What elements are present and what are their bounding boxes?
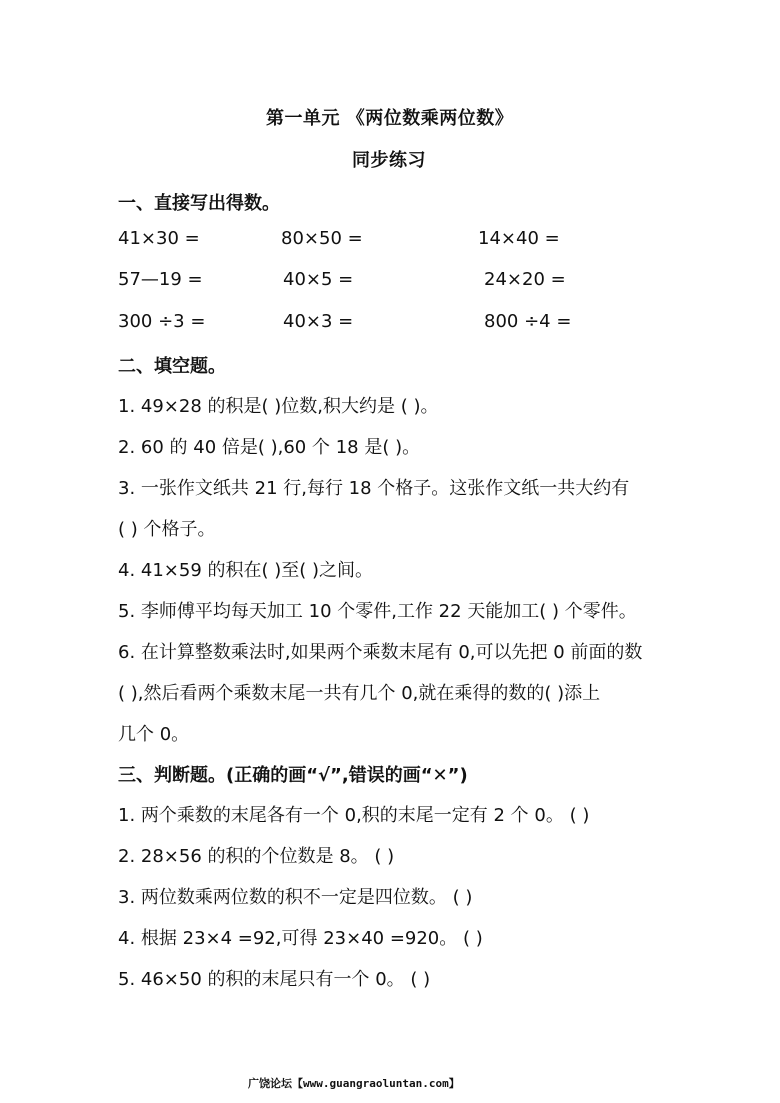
- calc-item: 41×30 =: [118, 228, 200, 249]
- calc-item: 57—19 =: [118, 269, 203, 290]
- calc-item: 40×3 =: [283, 311, 354, 332]
- footer-text: 广饶论坛【www.guangraoluntan.com】: [248, 1077, 460, 1090]
- judgement-line: 2. 28×56 的积的个位数是 8。 ( ): [118, 846, 395, 867]
- question-line: 1. 49×28 的积是( )位数,积大约是 ( )。: [118, 396, 439, 417]
- calc-item: 24×20 =: [484, 269, 566, 290]
- section-3-heading: 三、判断题。(正确的画“√”,错误的画“✕”): [118, 765, 468, 786]
- question-line: 6. 在计算整数乘法时,如果两个乘数末尾有 0,可以先把 0 前面的数: [118, 642, 643, 663]
- calc-item: 14×40 =: [478, 228, 560, 249]
- calc-item: 300 ÷3 =: [118, 311, 206, 332]
- question-line: 几个 0。: [118, 724, 190, 745]
- section-2-heading: 二、填空题。: [118, 356, 226, 377]
- calc-item: 80×50 =: [281, 228, 363, 249]
- question-line: 2. 60 的 40 倍是( ),60 个 18 是( )。: [118, 437, 421, 458]
- calc-item: 40×5 =: [283, 269, 354, 290]
- page-title: 第一单元 《两位数乘两位数》: [266, 108, 514, 129]
- question-line: 5. 李师傅平均每天加工 10 个零件,工作 22 天能加工( ) 个零件。: [118, 601, 637, 622]
- calc-item: 800 ÷4 =: [484, 311, 572, 332]
- question-line: ( ) 个格子。: [118, 519, 216, 540]
- section-1-heading: 一、直接写出得数。: [118, 193, 280, 214]
- question-line: 3. 一张作文纸共 21 行,每行 18 个格子。这张作文纸一共大约有: [118, 478, 630, 499]
- question-line: ( ),然后看两个乘数末尾一共有几个 0,就在乘得的数的( )添上: [118, 683, 601, 704]
- judgement-line: 5. 46×50 的积的末尾只有一个 0。 ( ): [118, 969, 431, 990]
- judgement-line: 3. 两位数乘两位数的积不一定是四位数。 ( ): [118, 887, 473, 908]
- judgement-line: 4. 根据 23×4 =92,可得 23×40 =920。 ( ): [118, 928, 483, 949]
- question-line: 4. 41×59 的积在( )至( )之间。: [118, 560, 374, 581]
- page-subtitle: 同步练习: [352, 150, 426, 171]
- judgement-line: 1. 两个乘数的末尾各有一个 0,积的末尾一定有 2 个 0。 ( ): [118, 805, 590, 826]
